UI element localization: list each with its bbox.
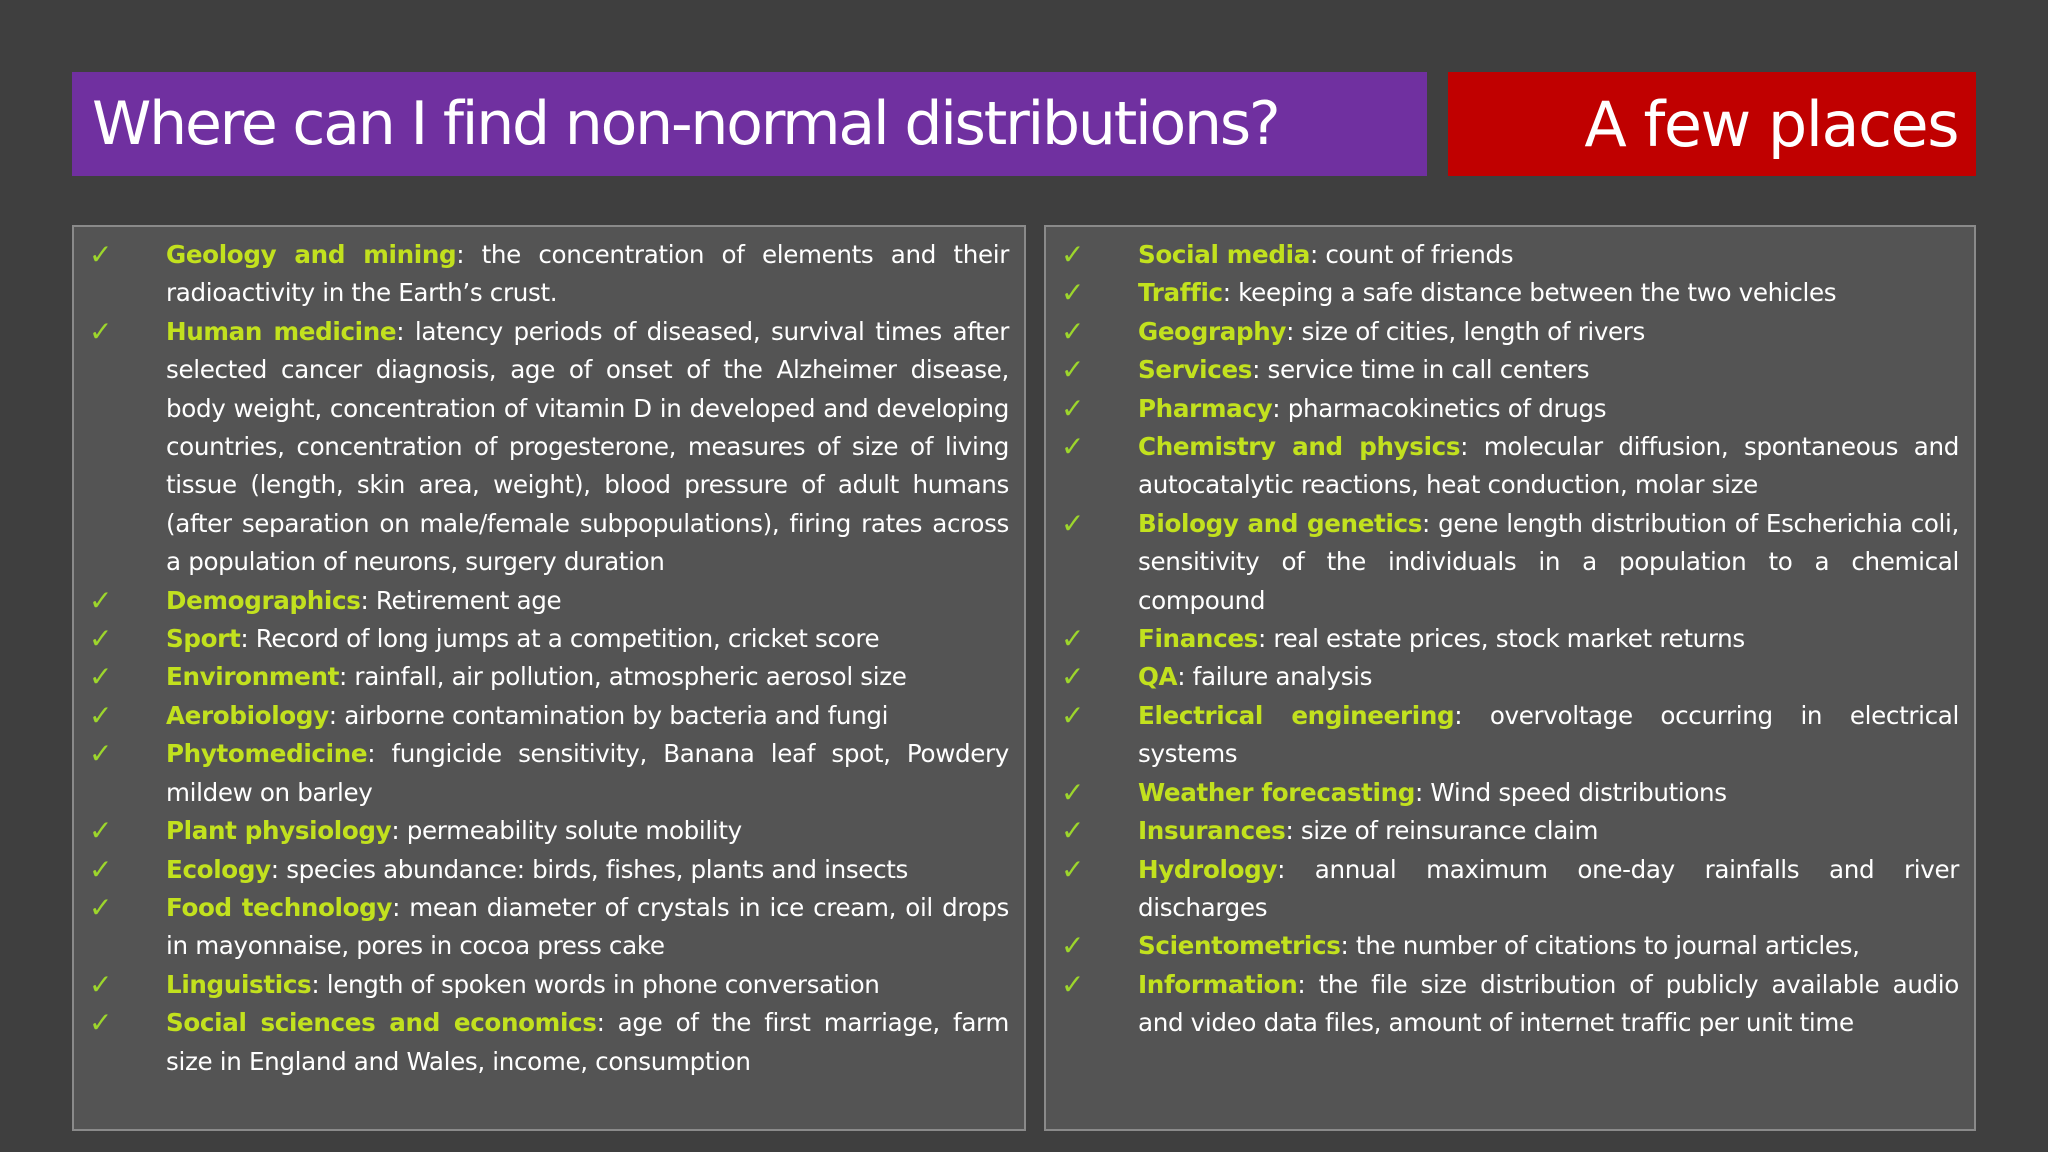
- item-term: Chemistry and physics: [1138, 432, 1461, 462]
- check-icon: ✓: [1061, 775, 1085, 809]
- list-item: [1046, 390, 1959, 428]
- list-item: [74, 812, 1009, 850]
- item-sep: :: [596, 1008, 605, 1038]
- list-item: [1046, 428, 1959, 505]
- item-sep: :: [456, 240, 465, 269]
- item-sep: :: [1285, 816, 1294, 846]
- item-sep: :: [1257, 624, 1266, 654]
- check-icon: ✓: [89, 890, 113, 924]
- item-sep: :: [339, 662, 347, 692]
- list-item: [74, 735, 1009, 812]
- item-desc: failure analysis: [1185, 662, 1373, 692]
- check-icon: ✓: [89, 238, 113, 271]
- item-sep: :: [1252, 355, 1261, 385]
- list-item: [1046, 966, 1959, 1043]
- item-sep: :: [328, 700, 337, 730]
- item-desc: airborne contamination by bacteria and fungi: [336, 700, 889, 730]
- list-item: [74, 658, 1009, 696]
- item-sep: :: [1222, 278, 1231, 308]
- check-icon: ✓: [1061, 353, 1085, 387]
- item-sep: :: [311, 969, 320, 999]
- item-term: Pharmacy: [1138, 393, 1273, 423]
- item-sep: :: [1272, 393, 1281, 423]
- item-term: Food technology: [166, 892, 393, 922]
- item-term: Aerobiology: [166, 700, 329, 730]
- item-desc: mean diameter of crystals in ice cream, oil drops in mayonnaise, pores in cocoa press cake: [166, 892, 1009, 961]
- item-desc: real estate prices, stock market returns: [1265, 624, 1745, 654]
- item-term: Weather forecasting: [1138, 777, 1416, 807]
- item-desc: count of friends: [1317, 240, 1514, 269]
- item-term: Linguistics: [166, 969, 312, 999]
- item-desc: molecular diffusion, spontaneous and autocatalytic reactions, heat conduction, molar size: [1138, 432, 1959, 500]
- item-term: Geography: [1138, 316, 1287, 346]
- check-icon: ✓: [1061, 430, 1085, 464]
- item-sep: :: [240, 624, 249, 654]
- list-item: [74, 966, 1009, 1004]
- item-term: Biology and genetics: [1138, 508, 1423, 538]
- list-item: [74, 582, 1009, 620]
- item-sep: :: [392, 892, 401, 922]
- item-desc: length of spoken words in phone conversation: [319, 969, 880, 999]
- check-icon: ✓: [1061, 622, 1085, 656]
- check-icon: ✓: [89, 314, 113, 348]
- item-term: Electrical engineering: [1138, 700, 1455, 730]
- item-desc: size of cities, length of rivers: [1294, 316, 1646, 346]
- item-term: Social sciences and economics: [166, 1008, 597, 1038]
- item-desc: age of the first marriage, farm size in England and Wales, income, consumption: [166, 1008, 1009, 1076]
- item-term: Geology and mining: [166, 240, 457, 269]
- list-item: [1046, 927, 1959, 965]
- list-item: [1046, 505, 1959, 620]
- list-item: [1046, 658, 1959, 696]
- item-desc: service time in call centers: [1260, 355, 1590, 385]
- item-term: Scientometrics: [1138, 931, 1341, 961]
- check-icon: ✓: [1061, 929, 1085, 963]
- item-desc: pharmacokinetics of drugs: [1280, 393, 1607, 423]
- slide-title: Where can I find non-normal distributions?: [92, 89, 1279, 159]
- list-item: [74, 313, 1009, 582]
- check-icon: ✓: [89, 814, 113, 848]
- check-icon: ✓: [1061, 391, 1085, 425]
- item-term: Information: [1138, 969, 1298, 999]
- check-icon: ✓: [1061, 814, 1085, 848]
- item-sep: :: [396, 316, 405, 346]
- list-item: [1046, 774, 1959, 812]
- item-sep: :: [1460, 432, 1469, 462]
- item-term: Demographics: [166, 585, 361, 615]
- list-item: [1046, 851, 1959, 928]
- check-icon: ✓: [1061, 852, 1085, 886]
- item-desc: annual maximum one-day rainfalls and river discharges: [1138, 854, 1959, 922]
- item-desc: Record of long jumps at a competition, cricket score: [248, 624, 880, 654]
- item-desc: fungicide sensitivity, Banana leaf spot, Powdery mildew on barley: [166, 739, 1009, 807]
- item-term: Traffic: [1138, 278, 1223, 308]
- item-sep: :: [1297, 969, 1306, 999]
- check-icon: ✓: [89, 967, 113, 1001]
- item-sep: :: [1422, 508, 1430, 538]
- check-icon: ✓: [89, 622, 113, 656]
- list-item: [74, 851, 1009, 889]
- check-icon: ✓: [1061, 660, 1085, 694]
- item-sep: :: [1286, 316, 1295, 346]
- item-desc: species abundance: birds, fishes, plants and insects: [278, 854, 909, 884]
- item-sep: :: [1454, 700, 1463, 730]
- list-item: [74, 697, 1009, 735]
- left-panel: [72, 225, 1026, 1131]
- check-icon: ✓: [89, 1006, 113, 1040]
- badge-label: A few places: [1584, 87, 1958, 161]
- list-item: [1046, 313, 1959, 351]
- item-desc: permeability solute mobility: [399, 816, 742, 846]
- item-term: QA: [1138, 662, 1178, 692]
- item-sep: :: [391, 816, 400, 846]
- item-desc: rainfall, air pollution, atmospheric aerosol size: [346, 662, 907, 692]
- check-icon: ✓: [89, 660, 113, 694]
- check-icon: ✓: [1061, 967, 1085, 1001]
- item-term: Hydrology: [1138, 854, 1278, 884]
- list-item: [1046, 697, 1959, 774]
- item-desc: the file size distribution of publicly available audio and video data files, amount of internet traffic per unit time: [1138, 969, 1959, 1038]
- item-term: Environment: [166, 662, 340, 692]
- check-icon: ✓: [1061, 506, 1085, 540]
- item-desc: the number of citations to journal articles,: [1348, 931, 1860, 961]
- check-icon: ✓: [89, 737, 113, 771]
- item-sep: :: [1309, 240, 1318, 269]
- check-icon: ✓: [1061, 698, 1085, 732]
- right-panel: [1044, 225, 1976, 1131]
- list-item: [74, 620, 1009, 658]
- item-sep: :: [1177, 662, 1186, 692]
- list-item: [1046, 812, 1959, 850]
- item-desc: the concentration of elements and their radioactivity in the Earth’s crust.: [166, 240, 1009, 308]
- check-icon: ✓: [89, 852, 113, 886]
- check-icon: ✓: [89, 698, 113, 732]
- item-desc: gene length distribution of Escherichia coli, sensitivity of the individuals in a population to a chemical compound: [1138, 508, 1959, 615]
- item-sep: :: [1277, 854, 1285, 884]
- check-icon: ✓: [1061, 314, 1085, 348]
- item-term: Ecology: [166, 854, 271, 884]
- item-desc: Retirement age: [368, 585, 562, 615]
- item-term: Phytomedicine: [166, 739, 368, 769]
- item-desc: latency periods of diseased, survival times after selected cancer diagnosis, age of onset of the Alzheimer disease, body weight, concentration of vitamin D in developed and developing countries, concentration of progesterone, measures of size of living tissue (length, skin area, weight), blood pressure of adult humans (after separation on male/female subpopulations), firing rates across a population of neurons, surgery duration: [166, 316, 1009, 577]
- item-sep: :: [360, 585, 369, 615]
- list-item: [1046, 274, 1959, 312]
- item-desc: Wind speed distributions: [1422, 777, 1727, 807]
- check-icon: ✓: [89, 583, 113, 617]
- list-item: [74, 889, 1009, 966]
- title-bar: [72, 72, 1427, 176]
- list-item: [1046, 351, 1959, 389]
- list-item: [1046, 620, 1959, 658]
- item-sep: :: [270, 854, 279, 884]
- item-term: Services: [1138, 355, 1253, 385]
- item-desc: size of reinsurance claim: [1293, 816, 1599, 846]
- item-term: Human medicine: [166, 316, 397, 346]
- item-sep: :: [1340, 931, 1349, 961]
- list-item: [74, 1004, 1009, 1081]
- item-term: Social media: [1138, 240, 1310, 269]
- left-list: [74, 236, 1009, 1081]
- item-term: Plant physiology: [166, 816, 392, 846]
- item-sep: :: [367, 739, 376, 769]
- check-icon: ✓: [1061, 238, 1085, 271]
- item-desc: overvoltage occurring in electrical systems: [1138, 700, 1959, 769]
- item-desc: keeping a safe distance between the two vehicles: [1230, 278, 1837, 308]
- right-list: [1046, 236, 1959, 1043]
- badge-bar: [1448, 72, 1976, 176]
- list-item: [1046, 236, 1959, 274]
- item-sep: :: [1415, 777, 1423, 807]
- item-term: Insurances: [1138, 816, 1286, 846]
- list-item: [74, 236, 1009, 313]
- item-term: Sport: [166, 624, 241, 654]
- check-icon: ✓: [1061, 276, 1085, 310]
- item-term: Finances: [1138, 624, 1258, 654]
